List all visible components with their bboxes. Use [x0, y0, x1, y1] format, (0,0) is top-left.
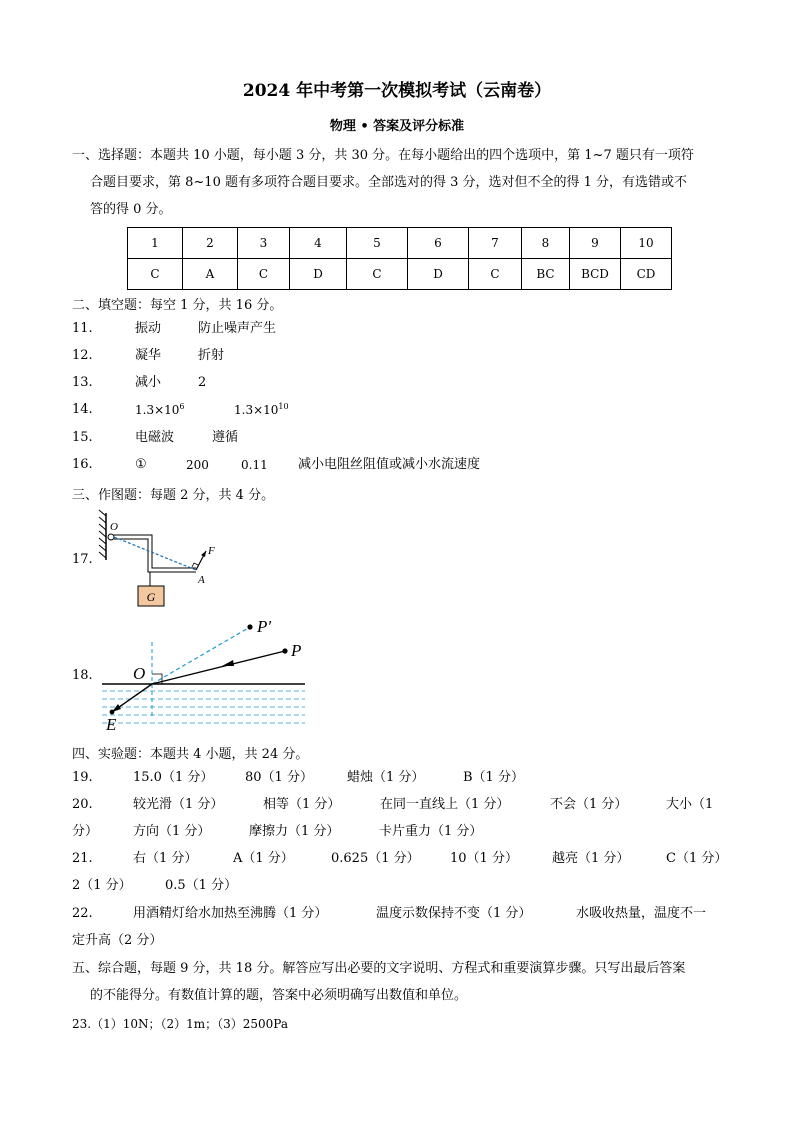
q17-number: 17. [72, 552, 93, 567]
point-E [110, 710, 115, 715]
page-subtitle: 物理 • 答案及评分标准 [329, 119, 465, 134]
point-P [282, 648, 287, 653]
label-A: A [198, 574, 205, 586]
bent-lever-inner [114, 539, 196, 572]
table-cell: 9 [570, 228, 621, 259]
q21-answer-4: 10（1 分） [450, 851, 518, 866]
q21-number: 21. [72, 851, 93, 866]
q13-answer-2: 2 [198, 375, 207, 390]
q15-answer-1: 电磁波 [135, 430, 175, 445]
page-title: 2024 年中考第一次模拟考试（云南卷） [242, 81, 552, 101]
table-cell: C [469, 259, 522, 290]
q12-answer-2: 折射 [198, 348, 225, 363]
q22-answer-3-cont: 定升高（2 分） [72, 933, 163, 948]
q16-answer-4: 减小电阻丝阻值或减小水流速度 [298, 457, 481, 472]
q20-answer-2: 相等（1 分） [263, 797, 341, 812]
table-cell: D [290, 259, 347, 290]
label-E: E [106, 715, 117, 734]
table-cell: 5 [347, 228, 408, 259]
q20-answer-6: 方向（1 分） [133, 824, 211, 839]
label-F: F [208, 545, 215, 557]
q21-answer-7: 2（1 分） [72, 878, 132, 893]
sec3-heading: 三、作图题：每题 2 分，共 4 分。 [72, 488, 275, 503]
table-cell: D [408, 259, 469, 290]
answer-table [127, 227, 672, 290]
refraction-diagram [100, 612, 310, 736]
q14-answer-2 [234, 402, 289, 418]
q20-answer-7: 摩擦力（1 分） [249, 824, 340, 839]
label-P-prime: P′ [257, 617, 272, 636]
q19-answer-3: 蜡烛（1 分） [347, 770, 425, 785]
label-O: O [133, 664, 146, 683]
wall-hatching [99, 510, 106, 558]
q20-answer-5-cont: 分） [72, 824, 99, 839]
label-G: G [146, 590, 156, 604]
q14-answer-2-exponent: 10 [278, 402, 289, 411]
q11-answer-2: 防止噪声产生 [198, 321, 277, 336]
table-cell: C [128, 259, 183, 290]
q21-answer-3: 0.625（1 分） [331, 851, 420, 866]
table-cell: 8 [522, 228, 570, 259]
force-arrowhead [201, 551, 206, 557]
table-cell: A [183, 259, 238, 290]
q22-number: 22. [72, 906, 93, 921]
table-cell: 2 [183, 228, 238, 259]
q22-answer-2: 温度示数保持不变（1 分） [376, 906, 532, 921]
table-cell: C [238, 259, 290, 290]
table-cell: BC [522, 259, 570, 290]
q16-number: 16. [72, 457, 93, 472]
sec2-heading: 二、填空题：每空 1 分，共 16 分。 [72, 298, 283, 313]
q20-number: 20. [72, 797, 93, 812]
q16-answer-3: 0.11 [241, 458, 268, 472]
q14-number: 14. [72, 402, 93, 417]
q20-answer-4: 不会（1 分） [550, 797, 628, 812]
q14-answer-2-base: 1.3×10 [234, 403, 279, 417]
sec5-line1: 五、综合题，每题 9 分，共 18 分。解答应写出必要的文字说明、方程式和重要演算步骤。只写出最后答案 [72, 961, 686, 976]
q22-answer-3: 水吸收热量，温度不一 [576, 906, 707, 921]
table-cell: 7 [469, 228, 522, 259]
point-P-prime [247, 624, 252, 629]
q14-answer-1-base: 1.3×10 [135, 403, 180, 417]
q20-answer-8: 卡片重力（1 分） [379, 824, 483, 839]
q23-answer: 23.（1）10N；（2）1m；（3）2500Pa [72, 1017, 289, 1031]
q16-answer-2: 200 [186, 458, 209, 472]
table-cell: 6 [408, 228, 469, 259]
sec5-line2: 的不能得分。有数值计算的题，答案中必须明确写出数值和单位。 [90, 988, 468, 1003]
label-P: P [291, 641, 302, 660]
q21-answer-2: A（1 分） [233, 851, 294, 866]
q21-answer-5: 越亮（1 分） [552, 851, 630, 866]
q14-answer-1-exponent: 6 [179, 402, 185, 411]
answer-table-number-row [128, 228, 672, 259]
q20-answer-1: 较光滑（1 分） [133, 797, 224, 812]
q12-number: 12. [72, 348, 93, 363]
q15-number: 15. [72, 430, 93, 445]
q12-answer-1: 凝华 [135, 348, 162, 363]
moment-arm-line [114, 537, 196, 570]
q19-number: 19. [72, 770, 93, 785]
q11-answer-1: 振动 [135, 321, 162, 336]
q21-answer-6: C（1 分） [666, 851, 728, 866]
q19-answer-2: 80（1 分） [245, 770, 313, 785]
water-lines [102, 691, 305, 723]
q21-answer-1: 右（1 分） [133, 851, 198, 866]
q16-answer-1: ① [135, 457, 147, 472]
sec4-heading: 四、实验题：本题共 4 小题，共 24 分。 [72, 747, 309, 762]
q19-answer-1: 15.0（1 分） [133, 770, 214, 785]
table-cell: 3 [238, 228, 290, 259]
q20-answer-3: 在同一直线上（1 分） [380, 797, 510, 812]
incident-ray [152, 651, 285, 684]
q15-answer-2: 遵循 [212, 430, 239, 445]
virtual-ray [152, 627, 250, 684]
q18-number: 18. [72, 668, 93, 683]
right-angle-mark [192, 563, 198, 567]
q13-answer-1: 减小 [135, 375, 162, 390]
table-cell: 10 [621, 228, 672, 259]
table-cell: 4 [290, 228, 347, 259]
q21-answer-8: 0.5（1 分） [165, 878, 238, 893]
table-cell: 1 [128, 228, 183, 259]
lever-diagram [96, 508, 226, 608]
answer-table-answer-row [128, 259, 672, 290]
table-cell: BCD [570, 259, 621, 290]
bent-lever-outer [114, 535, 196, 568]
q13-number: 13. [72, 375, 93, 390]
pivot-point [108, 534, 114, 540]
table-cell: C [347, 259, 408, 290]
q20-answer-5: 大小（1 [666, 797, 714, 812]
q11-number: 11. [72, 321, 93, 336]
sec1-line2: 合题目要求，第 8~10 题有多项符合题目要求。全部选对的得 3 分，选对但不全的得 1 分，有选错或不 [90, 175, 688, 190]
q19-answer-4: B（1 分） [463, 770, 524, 785]
q22-answer-1: 用酒精灯给水加热至沸腾（1 分） [133, 906, 328, 921]
sec1-line1: 一、选择题：本题共 10 小题，每小题 3 分，共 30 分。在每小题给出的四个选项中，第 1~7 题只有一项符 [72, 148, 694, 163]
q14-answer-1 [135, 402, 185, 418]
sec1-line3: 答的得 0 分。 [90, 202, 172, 217]
table-cell: CD [621, 259, 672, 290]
label-O: O [110, 521, 118, 533]
incident-arrowhead [222, 660, 234, 666]
